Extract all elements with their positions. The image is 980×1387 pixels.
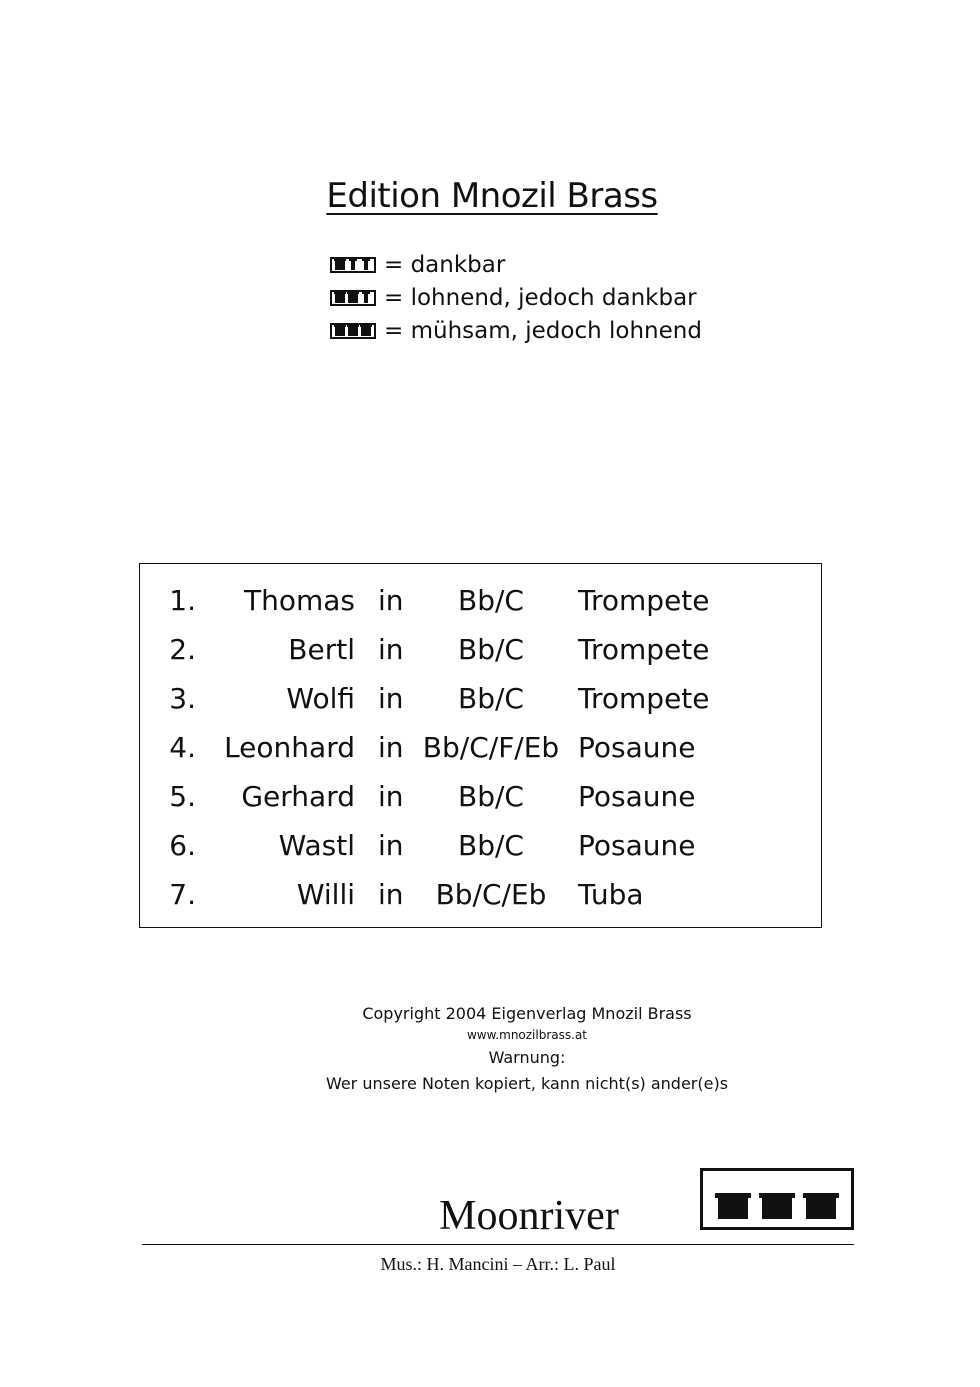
player-name: Gerhard: [241, 780, 355, 813]
instrument-name: Posaune: [578, 780, 696, 813]
instrument-name: Trompete: [578, 584, 710, 617]
instrument-name: Posaune: [578, 731, 696, 764]
in-label: in: [378, 829, 404, 862]
player-name: Leonhard: [224, 731, 355, 764]
cast-row: [140, 780, 821, 829]
difficulty-3-icon: [700, 1168, 854, 1230]
cast-number: 6.: [169, 829, 196, 862]
in-label: in: [378, 633, 404, 666]
warning-label: Warnung:: [488, 1048, 566, 1067]
cast-row: [140, 829, 821, 878]
player-name: Wolfi: [286, 682, 355, 715]
song-credits: Mus.: H. Mancini – Arr.: L. Paul: [380, 1254, 616, 1274]
in-label: in: [378, 584, 404, 617]
instrument-key: Bb/C/F/Eb: [422, 731, 560, 764]
edition-title: Edition Mnozil Brass: [326, 176, 658, 216]
copyright-footer: [300, 1004, 754, 1098]
player-name: Thomas: [243, 584, 355, 617]
cast-number: 3.: [169, 682, 196, 715]
difficulty-2-icon: [330, 290, 376, 306]
in-label: in: [378, 878, 404, 911]
instrument-name: Trompete: [578, 682, 710, 715]
cast-row: [140, 878, 821, 927]
title-divider: [142, 1244, 854, 1245]
cast-number: 5.: [169, 780, 196, 813]
cast-number: 4.: [169, 731, 196, 764]
legend-item-muehsam: [330, 314, 702, 347]
cast-number: 1.: [169, 584, 196, 617]
instrument-key: Bb/C: [458, 780, 524, 813]
instrument-key: Bb/C/Eb: [435, 878, 547, 911]
instrument-key: Bb/C: [458, 633, 524, 666]
cast-row: [140, 633, 821, 682]
cast-row: [140, 731, 821, 780]
warning-text: Wer unsere Noten kopiert, kann nicht(s) ander(e)s: [325, 1074, 729, 1093]
player-name: Willi: [296, 878, 355, 911]
instrument-key: Bb/C: [458, 584, 524, 617]
cast-number: 2.: [169, 633, 196, 666]
player-name: Bertl: [288, 633, 355, 666]
player-name: Wastl: [278, 829, 355, 862]
website-link[interactable]: www.mnozilbrass.at: [466, 1028, 588, 1042]
instrument-name: Tuba: [578, 878, 644, 911]
legend-item-lohnend: [330, 281, 702, 314]
difficulty-3-icon: [330, 323, 376, 339]
instrument-key: Bb/C: [458, 682, 524, 715]
cast-number: 7.: [169, 878, 196, 911]
cast-list-box: [139, 563, 822, 928]
in-label: in: [378, 682, 404, 715]
in-label: in: [378, 780, 404, 813]
legend-item-dankbar: [330, 248, 702, 281]
legend-text: = lohnend, jedoch dankbar: [384, 284, 697, 311]
instrument-key: Bb/C: [458, 829, 524, 862]
instrument-name: Trompete: [578, 633, 710, 666]
legend-text: = dankbar: [384, 251, 506, 278]
instrument-name: Posaune: [578, 829, 696, 862]
copyright-text: Copyright 2004 Eigenverlag Mnozil Brass: [362, 1004, 692, 1023]
legend-text: = mühsam, jedoch lohnend: [384, 317, 702, 344]
in-label: in: [378, 731, 404, 764]
difficulty-1-icon: [330, 257, 376, 273]
difficulty-legend: [330, 248, 702, 347]
song-title: Moonriver: [439, 1193, 619, 1239]
cast-row: [140, 682, 821, 731]
cast-row: [140, 584, 821, 633]
